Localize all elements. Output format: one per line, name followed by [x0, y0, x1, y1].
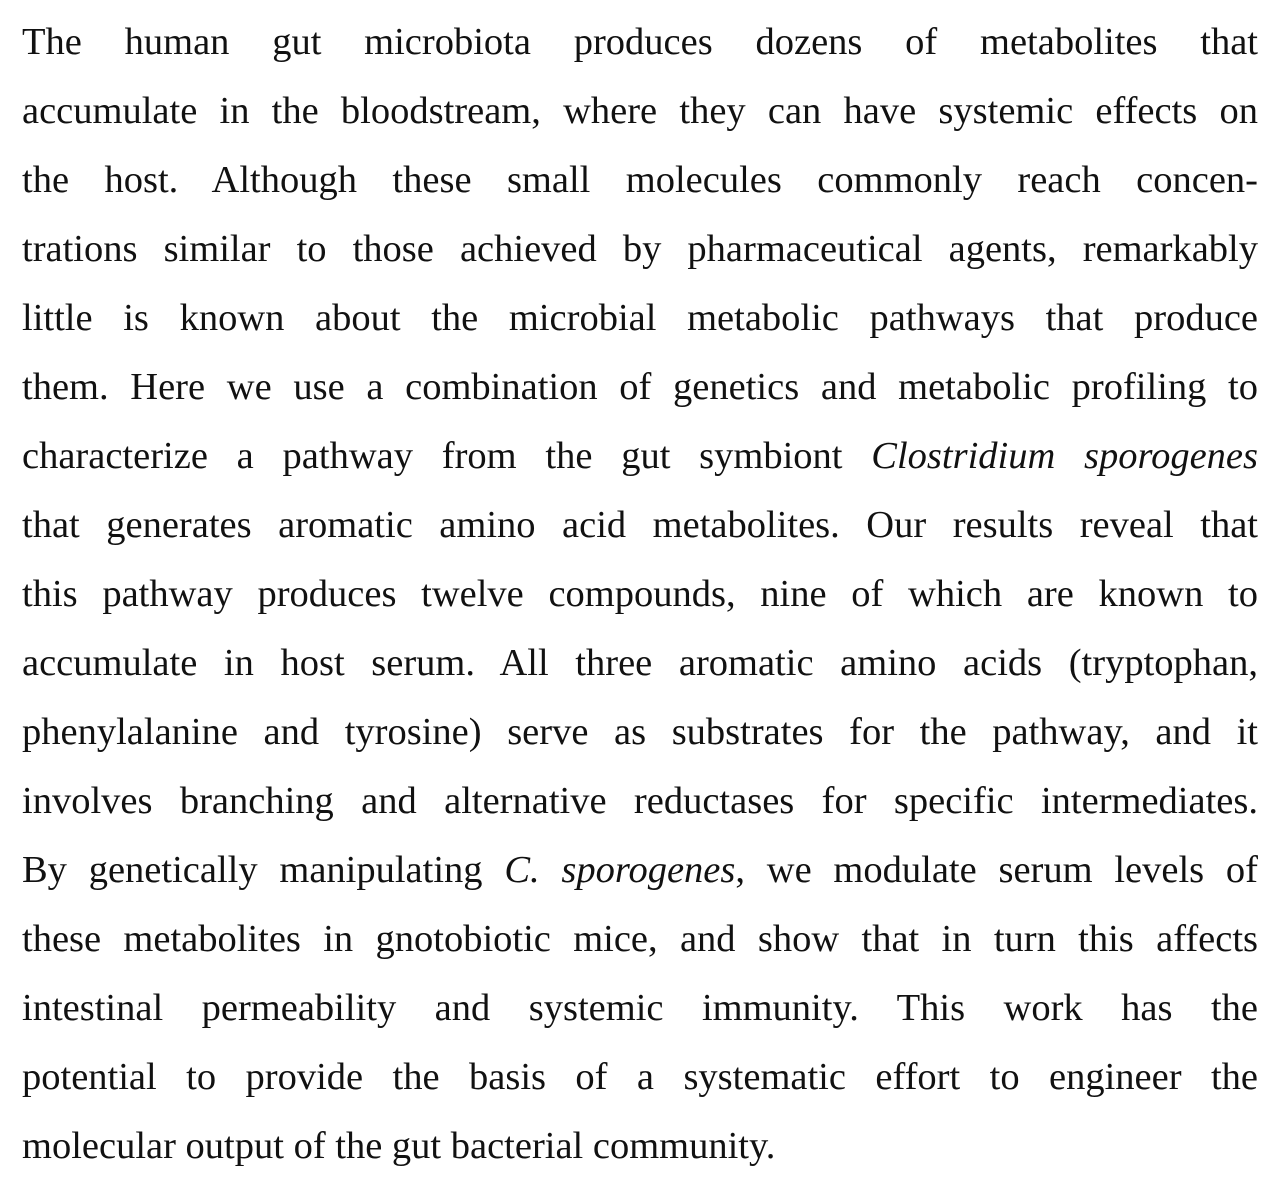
- abstract-line-15: intestinal permeability and systemic immunity. This work has the: [22, 987, 1258, 1029]
- abstract-line-11: phenylalanine and tyrosine) serve as substrates for the pathway, and it: [22, 711, 1258, 753]
- abstract-line-13-text: By genetically manipulating: [22, 849, 505, 891]
- abstract-line-8: that generates aromatic amino acid metabolites. Our results reveal that: [22, 504, 1258, 546]
- abstract-line-16: potential to provide the basis of a systematic effort to engineer the: [22, 1056, 1258, 1098]
- abstract-line-17: molecular output of the gut bacterial community.: [22, 1125, 776, 1167]
- abstract-line-6: them. Here we use a combination of genetics and metabolic profiling to: [22, 366, 1258, 408]
- abstract-line-5: little is known about the microbial metabolic pathways that produce: [22, 297, 1258, 339]
- abstract-line-10: accumulate in host serum. All three aromatic amino acids (tryptophan,: [22, 642, 1258, 684]
- species-name-c-sporogenes: C. sporogenes: [504, 849, 736, 891]
- abstract-line-1: The human gut microbiota produces dozens of metabolites that: [22, 21, 1258, 63]
- abstract-line-3: the host. Although these small molecules commonly reach concen-: [22, 159, 1258, 201]
- abstract-line-9: this pathway produces twelve compounds, nine of which are known to: [22, 573, 1258, 615]
- abstract-line-4: trations similar to those achieved by pharmaceutical agents, remarkably: [22, 228, 1258, 270]
- abstract-line-12: involves branching and alternative reductases for specific intermediates.: [22, 780, 1258, 822]
- abstract-line-7-text: characterize a pathway from the gut symbiont: [22, 435, 872, 477]
- abstract-line-2: accumulate in the bloodstream, where they can have systemic effects on: [22, 90, 1258, 132]
- species-name-clostridium-sporogenes: Clostridium sporogenes: [871, 435, 1258, 477]
- abstract-line-14: these metabolites in gnotobiotic mice, and show that in turn this affects: [22, 918, 1258, 960]
- abstract-line-13-after: , we modulate serum levels of: [735, 849, 1259, 891]
- abstract-paragraph: [22, 8, 1258, 1181]
- abstract-line-7: [22, 422, 1258, 491]
- abstract-line-13: [22, 836, 1258, 905]
